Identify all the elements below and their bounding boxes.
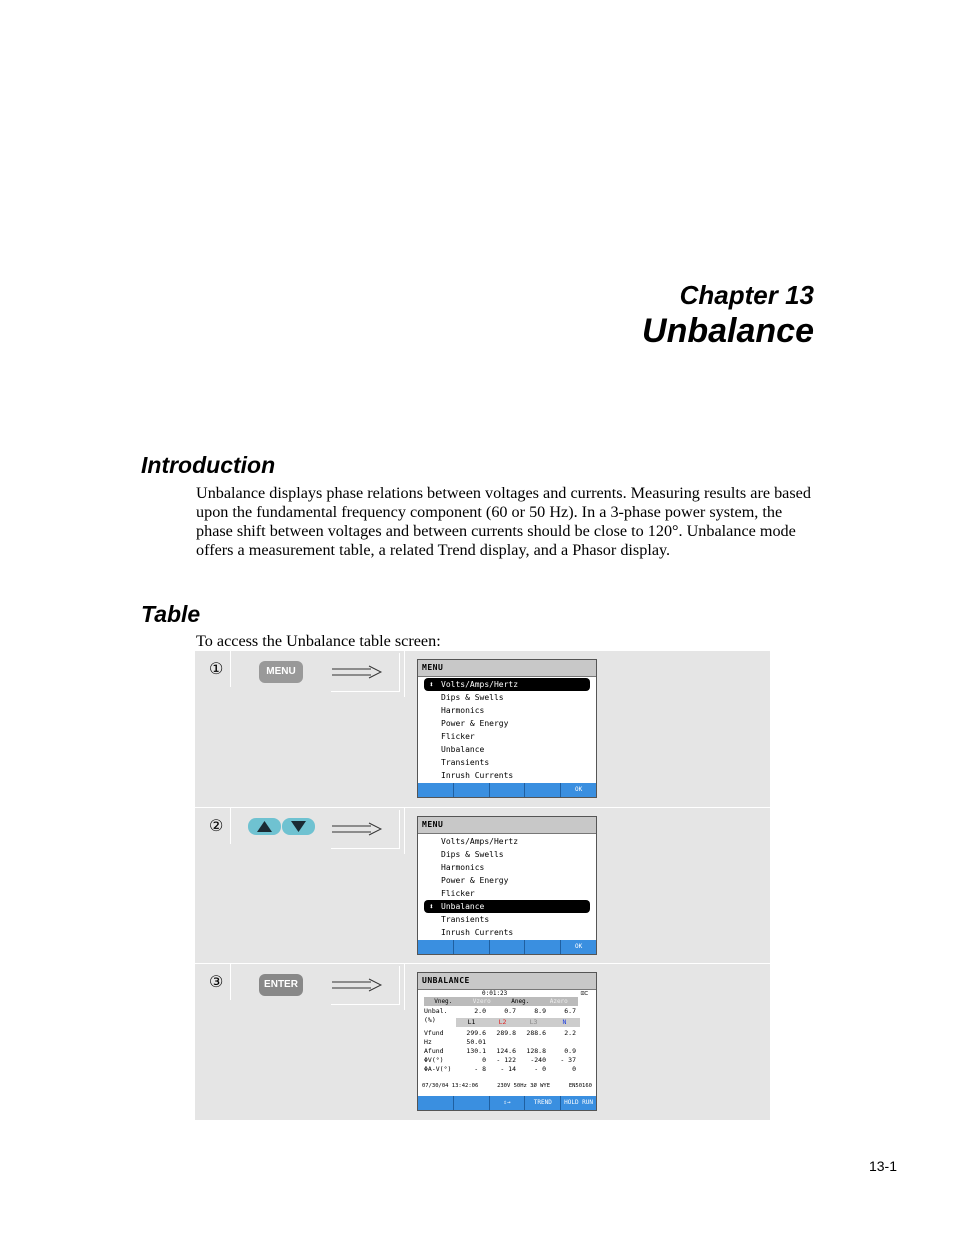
key-cell bbox=[235, 966, 314, 1002]
table-row bbox=[424, 1029, 580, 1038]
softkey-1[interactable] bbox=[418, 783, 453, 797]
menu-item-unbalance[interactable]: ⬍ Unbalance bbox=[424, 900, 590, 913]
cell: 288.6 bbox=[526, 1029, 546, 1037]
menu-item-flicker[interactable]: Flicker bbox=[441, 889, 475, 898]
step-number: ③ bbox=[209, 974, 224, 991]
enter-key-button[interactable]: ENTER bbox=[259, 974, 303, 996]
menu-key-button[interactable]: MENU bbox=[259, 661, 303, 683]
menu-item-dips-swells[interactable]: Dips & Swells bbox=[441, 693, 504, 702]
cell: 8.9 bbox=[534, 1007, 546, 1015]
cell: 2.0 bbox=[474, 1007, 486, 1015]
table-heading: Table bbox=[141, 601, 201, 627]
menu-item-unbalance[interactable]: Unbalance bbox=[441, 745, 485, 754]
unbalance-screen bbox=[417, 972, 597, 1111]
menu-item-harmonics[interactable]: Harmonics bbox=[441, 706, 485, 715]
menu-item-inrush-currents[interactable]: Inrush Currents bbox=[441, 928, 514, 937]
cell: 299.6 bbox=[466, 1029, 486, 1037]
measurement-table bbox=[424, 1029, 580, 1074]
access-instructions: To access the Unbalance table screen: bbox=[196, 632, 441, 650]
cell: - 14 bbox=[500, 1065, 516, 1073]
elapsed-timer: 0:01:23 bbox=[482, 990, 508, 997]
header-vneg: Vneg. bbox=[434, 998, 453, 1005]
row-label: ΦV(°) bbox=[424, 1056, 444, 1064]
cell: 130.1 bbox=[466, 1047, 486, 1055]
cell: - 8 bbox=[474, 1065, 486, 1073]
phase-header bbox=[456, 1018, 580, 1027]
menu-list bbox=[424, 678, 590, 782]
header-azero: Azero bbox=[549, 998, 568, 1005]
right-arrow-icon bbox=[331, 822, 383, 836]
table-row bbox=[424, 1038, 580, 1047]
cell: - 122 bbox=[496, 1056, 516, 1064]
softkey-bar bbox=[418, 783, 596, 797]
unbalance-header bbox=[424, 997, 578, 1006]
cell: 289.8 bbox=[496, 1029, 516, 1037]
down-arrow-icon bbox=[291, 821, 306, 832]
softkey-4[interactable] bbox=[524, 783, 560, 797]
softkey-3[interactable] bbox=[489, 940, 525, 954]
cell bbox=[490, 1038, 520, 1047]
phase-l1: L1 bbox=[467, 1018, 476, 1026]
softkey-3[interactable] bbox=[489, 783, 525, 797]
screen-title: UNBALANCE bbox=[418, 973, 596, 990]
cell: 6.7 bbox=[564, 1007, 576, 1015]
header-vzero: Vzero bbox=[472, 998, 491, 1005]
cell: 2.2 bbox=[564, 1029, 576, 1037]
right-arrow-icon bbox=[331, 978, 383, 992]
date-time: 07/30/04 13:42:06 bbox=[422, 1083, 479, 1089]
up-arrow-icon bbox=[257, 821, 272, 832]
screen-title: MENU bbox=[418, 817, 596, 834]
arrow-cell bbox=[331, 966, 400, 1005]
softkey-2[interactable] bbox=[453, 1096, 489, 1110]
row-label: Hz bbox=[424, 1038, 432, 1046]
cell: -240 bbox=[530, 1056, 546, 1064]
introduction-paragraph: Unbalance displays phase relations between voltages and currents. Measuring results are based upon the fundamental frequency component (60 or 50 Hz). In a 3-phase power system, the phase shift between voltages and between currents should be close to 120°. Unbalance mode offers a measurement table, a related Trend display, and a Phasor display. bbox=[196, 484, 811, 559]
battery-icon: ⊡⊏ bbox=[580, 990, 588, 997]
cell: 50.01 bbox=[466, 1038, 486, 1046]
menu-item-inrush-currents[interactable]: Inrush Currents bbox=[441, 771, 514, 780]
menu-item-transients[interactable]: Transients bbox=[441, 915, 490, 924]
cell bbox=[520, 1038, 550, 1047]
header-aneg: Aneg. bbox=[511, 998, 530, 1005]
softkey-bar bbox=[418, 1096, 596, 1110]
ok-softkey[interactable]: OK bbox=[560, 940, 596, 954]
step-row-1 bbox=[195, 651, 770, 807]
cursor-softkey[interactable]: ⇳→ bbox=[489, 1096, 525, 1110]
step-number: ① bbox=[209, 661, 224, 678]
row-label: Afund bbox=[424, 1047, 444, 1055]
arrow-cell bbox=[331, 810, 400, 849]
menu-screen bbox=[417, 659, 597, 798]
softkey-4[interactable] bbox=[524, 940, 560, 954]
cell: 0.9 bbox=[564, 1047, 576, 1055]
page-number: 13-1 bbox=[868, 1158, 897, 1174]
cell: 124.6 bbox=[496, 1047, 516, 1055]
cell: - 37 bbox=[560, 1056, 576, 1064]
step-row-2 bbox=[195, 807, 770, 964]
ok-softkey[interactable]: OK bbox=[560, 783, 596, 797]
status-footer bbox=[422, 1083, 592, 1089]
menu-list bbox=[424, 835, 590, 939]
chapter-label: Chapter 13 bbox=[679, 280, 814, 310]
phase-l3: L3 bbox=[529, 1018, 538, 1026]
softkey-bar bbox=[418, 940, 596, 954]
step-number: ② bbox=[209, 818, 224, 835]
steps-table bbox=[195, 651, 770, 1120]
menu-item-volts-amps-hertz[interactable]: Volts/Amps/Hertz bbox=[441, 837, 519, 846]
row-label: ΦA-V(°) bbox=[424, 1065, 452, 1073]
menu-item-harmonics[interactable]: Harmonics bbox=[441, 863, 485, 872]
screen-title: MENU bbox=[418, 660, 596, 677]
config-info: 230V 50Hz 3Ø WYE bbox=[497, 1083, 551, 1089]
row-label: Unbal.(%) bbox=[424, 1007, 448, 1024]
chapter-title: Unbalance bbox=[642, 312, 814, 350]
step-row-3 bbox=[195, 963, 770, 1120]
cell: 0.7 bbox=[504, 1007, 516, 1015]
phase-l2: L2 bbox=[498, 1018, 507, 1026]
softkey-1[interactable] bbox=[418, 1096, 453, 1110]
arrow-cell bbox=[331, 653, 400, 692]
key-cell bbox=[235, 653, 314, 689]
menu-item-power-energy[interactable]: Power & Energy bbox=[441, 719, 509, 728]
cell: 0 bbox=[482, 1056, 486, 1064]
menu-item-dips-swells[interactable]: Dips & Swells bbox=[441, 850, 504, 859]
hold-run-softkey[interactable]: HOLD RUN bbox=[560, 1096, 596, 1110]
phase-n: N bbox=[562, 1018, 567, 1026]
cell bbox=[550, 1038, 580, 1047]
softkey-1[interactable] bbox=[418, 940, 453, 954]
table-row bbox=[424, 1056, 580, 1065]
softkey-2[interactable] bbox=[453, 940, 489, 954]
table-row bbox=[424, 1065, 580, 1074]
standard-label: EN50160 bbox=[568, 1083, 592, 1089]
table-row bbox=[424, 1047, 580, 1056]
cell: 128.8 bbox=[526, 1047, 546, 1055]
key-cell bbox=[235, 810, 314, 846]
menu-item-volts-amps-hertz[interactable]: ⬍ Volts/Amps/Hertz bbox=[424, 678, 590, 691]
menu-item-flicker[interactable]: Flicker bbox=[441, 732, 475, 741]
up-arrow-button[interactable] bbox=[248, 818, 281, 835]
softkey-2[interactable] bbox=[453, 783, 489, 797]
right-arrow-icon bbox=[331, 665, 383, 679]
menu-item-power-energy[interactable]: Power & Energy bbox=[441, 876, 509, 885]
menu-item-transients[interactable]: Transients bbox=[441, 758, 490, 767]
introduction-heading: Introduction bbox=[141, 452, 276, 478]
down-arrow-button[interactable] bbox=[282, 818, 315, 835]
trend-softkey[interactable]: TREND bbox=[524, 1096, 560, 1110]
menu-screen-unbalance-selected bbox=[417, 816, 597, 955]
cell: 0 bbox=[572, 1065, 576, 1073]
cell: - 0 bbox=[534, 1065, 546, 1073]
row-label: Vfund bbox=[424, 1029, 444, 1037]
